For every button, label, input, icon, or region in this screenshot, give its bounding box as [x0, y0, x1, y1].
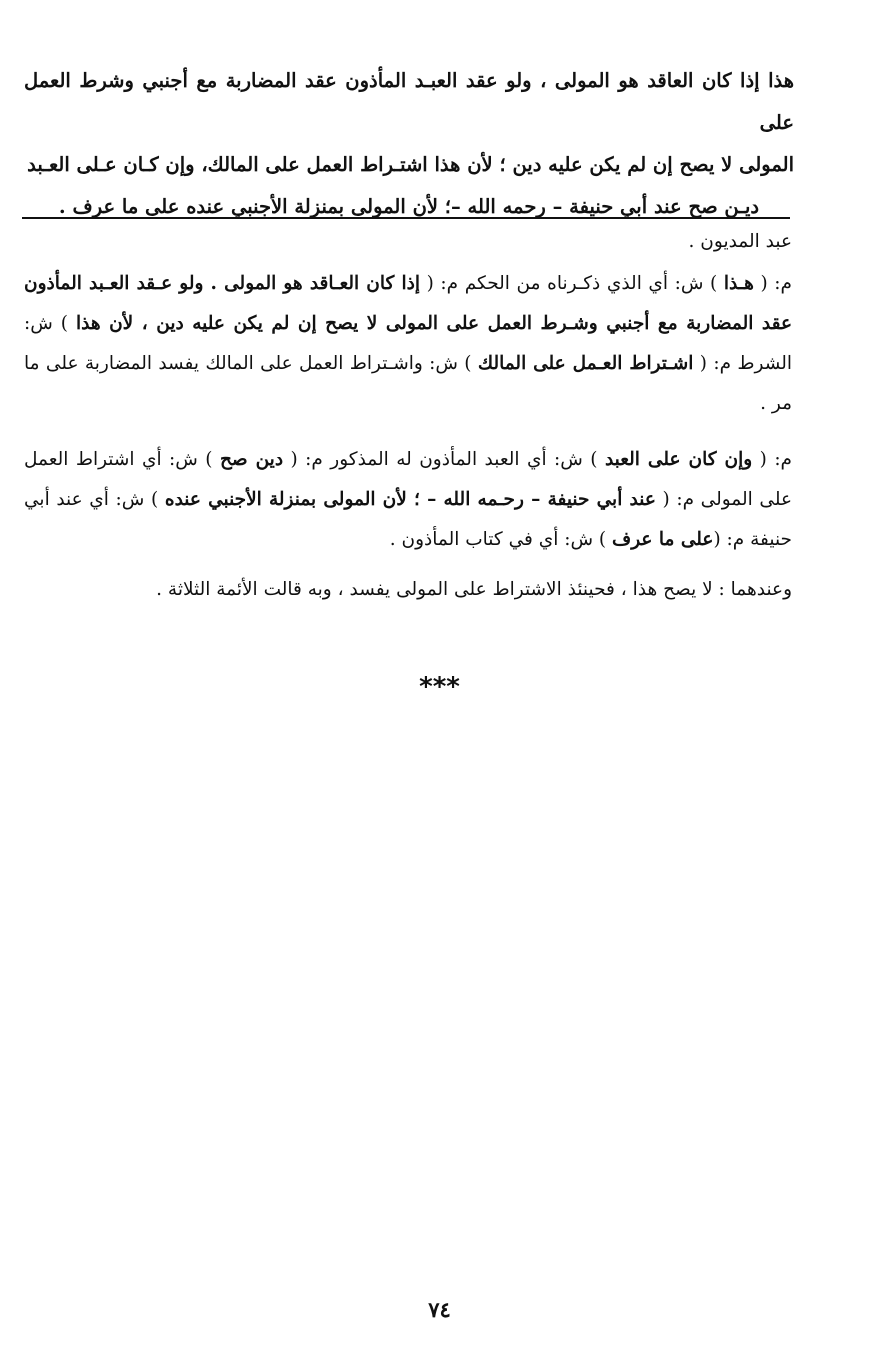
main-text-line: هذا إذا كان العاقد هو المولى ، ولو عقد العبـد المأذون عقد المضاربة مع أجنبي وشرط العمل على — [24, 69, 794, 134]
commentary-segment: ) ش: الشرط م: ( — [24, 313, 792, 374]
commentary-segment: ) ش: أي عند أبي حنيفة م: ( — [24, 489, 792, 550]
page-number: ٧٤ — [428, 1297, 451, 1322]
commentary-segment: ) ش: أي اشتراط العمل على المولى م: ( — [24, 449, 792, 510]
section-separator: *** — [419, 672, 460, 702]
quoted-text: وإن كان على العبد — [604, 449, 753, 470]
quoted-text: إذا كان العـاقد هو المولى . ولو عـقد العـبد المأذون عقد المضاربة مع أجنبي وشـرط العمل على المولى لا يصح إن لم يكن عليه دين ، لأن هذا — [24, 273, 792, 334]
commentary-segment: م: ( — [752, 449, 793, 470]
commentary-segment: م: ( — [753, 273, 792, 294]
commentary-paragraph-2 — [24, 264, 792, 424]
commentary-segment: ) ش: أي العبد المأذون له المذكور م: ( — [283, 449, 605, 470]
quoted-text: عند أبي حنيفة – رحـمه الله – ؛ لأن المولى بمنزلة الأجنبي عنده — [164, 489, 656, 510]
main-text — [24, 60, 794, 228]
commentary-segment: ) ش: أي في كتاب المأذون . — [389, 529, 613, 550]
main-text-line: المولى لا يصح إن لم يكن عليه دين ؛ لأن هذا اشتـراط العمل على المالك، وإن كـان عـلى العـبد — [27, 153, 794, 176]
commentary-segment: ) ش: أي الذي ذكـرناه من الحكم م: ( — [420, 273, 724, 294]
commentary-paragraph-3 — [24, 440, 792, 560]
main-text-line: ديـن صح عند أبي حنيفة – رحمه الله –؛ لأن المولى بمنزلة الأجنبي عنده على ما عرف . — [58, 195, 760, 218]
footnote-divider — [22, 217, 790, 219]
quoted-text: على ما عرف — [612, 529, 714, 550]
commentary-segment: ) ش: واشـتراط العمل على المالك يفسد المضاربة على ما مر . — [24, 353, 792, 414]
commentary-paragraph-1: عبد المديون . — [688, 231, 792, 252]
commentary-paragraph-4: وعندهما : لا يصح هذا ، فحينئذ الاشتراط على المولى يفسد ، وبه قالت الأئمة الثلاثة . — [156, 579, 792, 600]
quoted-text: دين صح — [219, 449, 284, 470]
quoted-text: هـذا — [723, 273, 754, 294]
quoted-text: اشـتراط العـمل على المالك — [477, 353, 694, 374]
